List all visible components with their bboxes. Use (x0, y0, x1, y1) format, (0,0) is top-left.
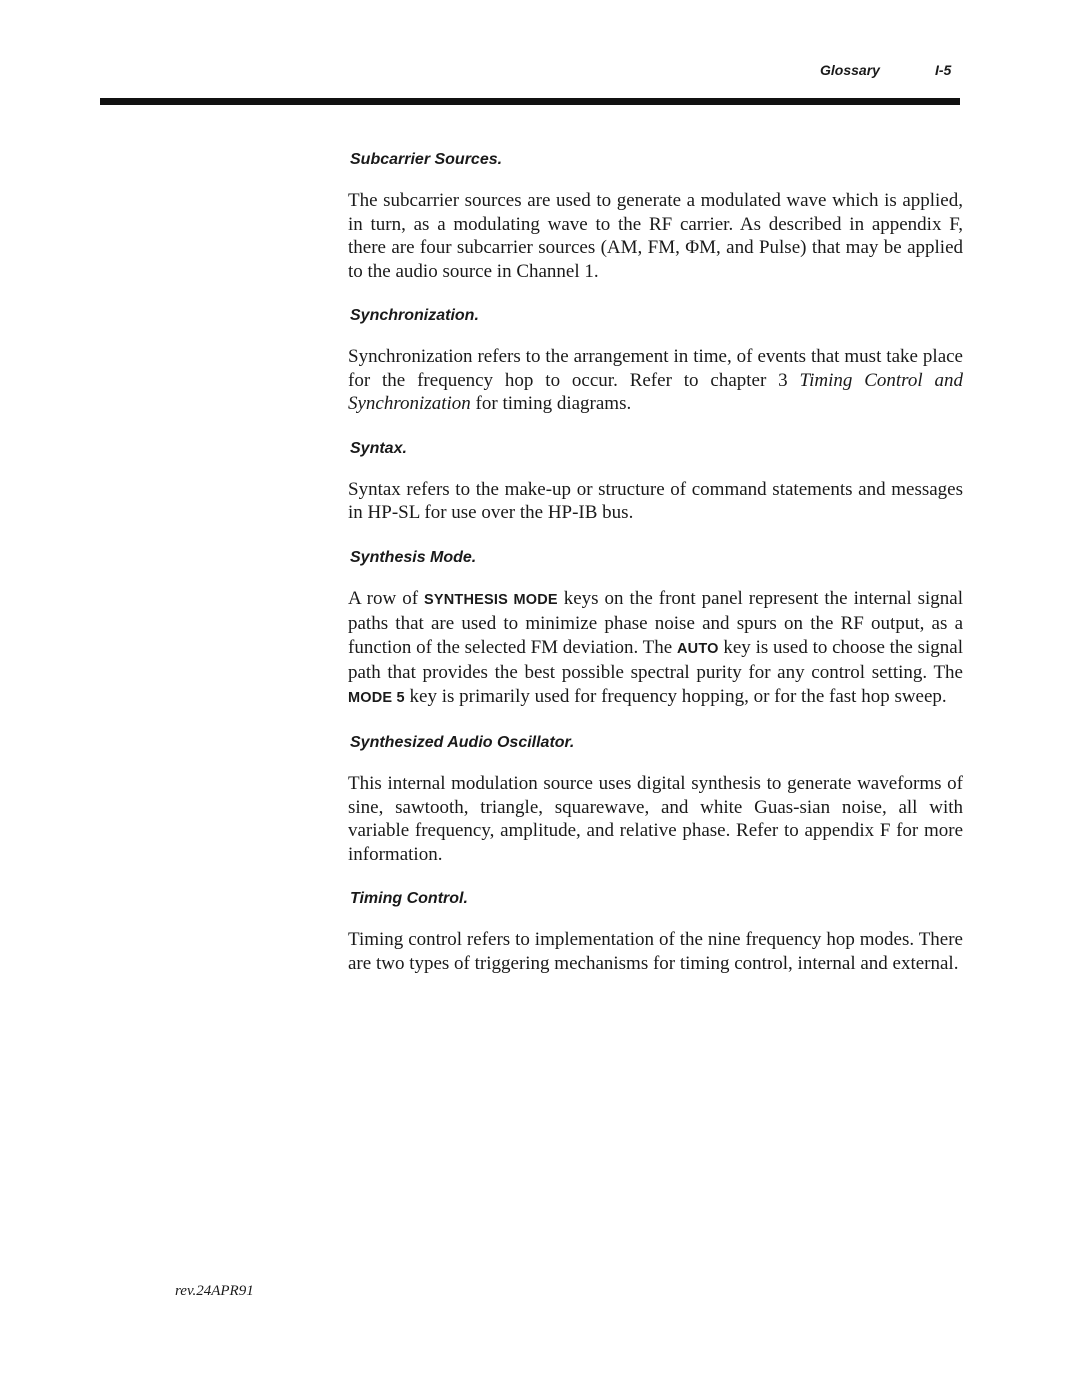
definition-text: for timing diagrams. (470, 393, 632, 414)
glossary-entry (348, 731, 963, 866)
glossary-definition: Syntax refers to the make-up or structure of command statements and messages in HP-SL for use over the HP-IB bus. (348, 478, 963, 523)
glossary-entry (348, 546, 963, 711)
header-page-number: I-5 (935, 62, 952, 78)
glossary-entry (348, 304, 963, 416)
key-label-synthesis-mode: SYNTHESIS MODE (424, 591, 558, 608)
glossary-definition (348, 587, 963, 711)
key-label-mode-5: MODE 5 (348, 689, 405, 706)
glossary-entry (348, 437, 963, 525)
glossary-definition: Timing control refers to implementation of the nine frequency hop modes. There are two types of triggering mechanisms for timing control, internal and external. (348, 929, 963, 974)
glossary-term: Synchronization. (350, 307, 479, 324)
key-label-auto: AUTO (676, 640, 719, 657)
definition-text: key is primarily used for frequency hopping, or for the fast hop sweep. (404, 685, 947, 707)
glossary-definition: This internal modulation source uses digital synthesis to generate waveforms of sine, sawtooth, triangle, squarewave, and white Guas-sian noise, all with variable frequency, amplitude, and relative phase. Refer to appendix F for more information. (348, 773, 963, 865)
glossary-term: Syntax. (350, 439, 407, 457)
glossary-entry (348, 148, 963, 283)
header-rule (100, 98, 960, 105)
glossary-term: Subcarrier Sources. (350, 151, 503, 168)
glossary-term: Synthesis Mode. (350, 548, 477, 566)
definition-text: Synchronization refers to the arrangement in time, of events that must take place for the frequency hop to occur. Refer to chapter 3 (348, 346, 963, 391)
glossary-definition: The subcarrier sources are used to generate a modulated wave which is applied, in turn, as a modulating wave to the RF carrier. As described in appendix F, there are four subcarrier sources (AM, FM, ΦM, and Pulse) that may be applied to the audio source in Channel 1. (348, 190, 963, 282)
glossary-content (348, 148, 963, 996)
revision-footer: rev.24APR91 (175, 1283, 254, 1299)
definition-text: A row of (348, 587, 425, 609)
page-header (0, 62, 1080, 86)
glossary-definition (348, 345, 963, 416)
definition-text: key is used to choose the signal path that provides the best possible spectral purity for any control setting. The (348, 636, 963, 683)
header-section-title: Glossary (820, 62, 880, 78)
glossary-entry (348, 887, 963, 975)
glossary-term: Timing Control. (350, 890, 468, 907)
chapter-reference: Timing Control and Synchronization (348, 369, 963, 414)
definition-text: keys on the front panel represent the internal signal paths that are used to minimize phase noise and spurs on the RF output, as a function of the selected FM deviation. The (348, 587, 963, 658)
glossary-term: Synthesized Audio Oscillator. (350, 734, 575, 751)
